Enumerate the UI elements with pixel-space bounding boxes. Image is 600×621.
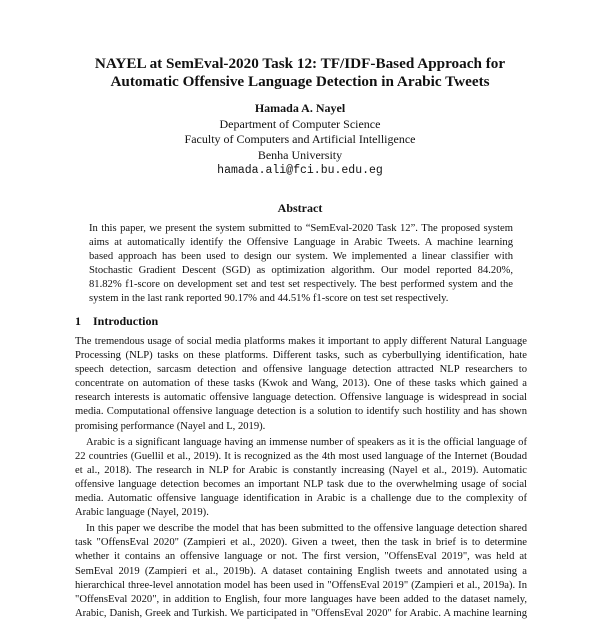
body-line: Processing (NLP) tasks on these platforms. Different tasks, such as cyberbullying identification, hate <box>75 350 527 362</box>
introduction-body <box>75 335 527 621</box>
title-line-2: Automatic Offensive Language Detection in Arabic Tweets <box>110 73 490 90</box>
author-email[interactable]: hamada.ali@fci.bu.edu.eg <box>217 164 383 177</box>
body-line: hierarchical three-level annotation model has been used in "OffensEval 2019" (Zampieri et al., 2019a). In <box>75 579 527 591</box>
body-line: SemEval 2019 (Zampieri et al., 2019b). A dataset containing English tweets and annotated using a <box>75 565 527 577</box>
abstract-text <box>89 222 513 306</box>
abstract-line: system in the last rank reported 90.17% and 44.51% f1-score on test set respectively. <box>89 293 449 304</box>
author-department: Department of Computer Science <box>219 116 381 131</box>
body-line: promising performance (Nayel and L, 2019). <box>75 420 266 432</box>
body-line: media. Computational offensive language detection is a solution to identify such hostility and has shown <box>75 406 527 418</box>
body-line: The tremendous usage of social media platforms makes it important to apply different Natural Language <box>75 336 527 347</box>
abstract-line: aims at automatically identify the Offensive Language in Arabic Tweets. A machine learning <box>89 237 513 248</box>
author-faculty: Faculty of Computers and Artificial Intelligence <box>184 132 416 146</box>
body-line: task "OffensEval 2020" (Zampieri et al., 2020). Given a tweet, then the task in brief is to determine <box>75 537 527 549</box>
paragraph-2 <box>75 436 527 521</box>
abstract-line: In this paper, we present the system submitted to “SemEval-2020 Task 12”. The proposed system <box>89 223 513 234</box>
body-line: concentrate on automation of these tasks (Kwok and Wang, 2013). One of these tasks which gained a <box>75 378 527 390</box>
body-line: speech detection, sarcasm detection and offensive language detection attracted NLP researchers to <box>75 364 527 376</box>
body-line: Arabic, Danish, Greek and Turkish. We participated in "OffensEval 2020" for Arabic. A machine learning <box>75 607 527 619</box>
body-line: whether it contains an offensive language or not. The first version, "OffensEval 2019", was held at <box>75 551 527 563</box>
body-line: "OffensEval 2020", in addition to English, four more languages have been added to the dataset namely, <box>75 593 527 605</box>
section-number: 1 <box>75 314 81 328</box>
abstract-heading: Abstract <box>277 201 323 215</box>
author-block <box>60 101 540 179</box>
body-line: Arabic is a significant language having an immense number of speakers as it is the official language of <box>86 436 527 448</box>
body-line: et al., 2018). The research in NLP for Arabic is constantly increasing (Nayel et al., 2019). Automatic <box>75 464 527 476</box>
body-line: research interests is automatic offensive language detection. Offensive language is widespread in social <box>75 392 527 404</box>
title-line-1: NAYEL at SemEval-2020 Task 12: TF/IDF-Based Approach for <box>94 55 506 72</box>
body-line: offensive language detection becomes an important NLP task due to the overwhelming usage of social <box>75 478 527 490</box>
author-university: Benha University <box>257 147 343 162</box>
paper-title <box>40 55 560 91</box>
body-line: 22 countries (Guellil et al., 2019). It is recognized as the 4th most used language of the Internet (Boudad <box>75 450 527 462</box>
abstract-line: Stochastic Gradient Descent (SGD) as optimization algorithm. Our model reported 84.20%, <box>89 265 513 276</box>
paragraph-1 <box>75 335 527 434</box>
body-line: media. Automatic offensive language identification in Arabic is a challenge due to the complexity of <box>75 493 527 505</box>
section-title: Introduction <box>93 314 159 328</box>
section-heading-introduction <box>75 314 158 329</box>
body-line: In this paper we describe the model that has been submitted to the offensive language detection shared <box>86 523 527 535</box>
author-name: Hamada A. Nayel <box>254 101 346 115</box>
body-line: Arabic language (Nayel, 2019). <box>75 507 209 519</box>
abstract-line: based approach has been used to design our system. We implemented a linear classifier with <box>89 251 513 262</box>
abstract-line: 81.82% f1-score on development set and test set respectively. The best performed system and the <box>89 279 513 290</box>
paragraph-3 <box>75 522 527 621</box>
